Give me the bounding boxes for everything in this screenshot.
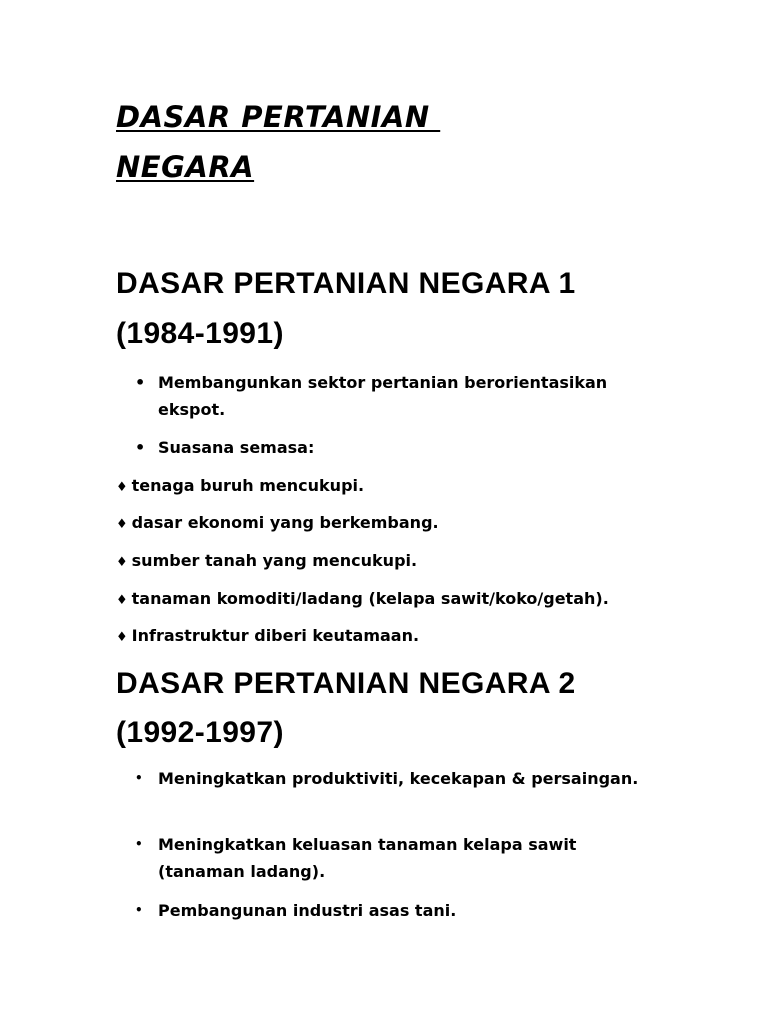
diamond-icon: ♦	[116, 517, 128, 532]
section-1-bullet-1-text: Membangunkan sektor pertanian berorientasikan ekspot.	[158, 373, 608, 419]
bullet-icon: •	[135, 373, 146, 392]
section-2-bullet-1-text: Meningkatkan produktiviti, kecekapan & persaingan.	[158, 769, 639, 788]
diamond-icon: ♦	[116, 480, 128, 495]
section-1-diamond-item-3-text: sumber tanah yang mencukupi.	[131, 551, 418, 570]
diamond-icon: ♦	[116, 593, 128, 608]
section-1-diamond-item-4	[116, 588, 609, 612]
bullet-icon: •	[135, 771, 143, 785]
section-1-diamond-item-2	[116, 512, 439, 536]
bullet-icon: •	[135, 903, 143, 917]
section-2-bullet-2	[135, 831, 655, 885]
document-title-line-2: NEGARA	[116, 150, 255, 184]
section-2-bullet-2-text: Meningkatkan keluasan tanaman kelapa sawit (tanaman ladang).	[158, 835, 577, 881]
diamond-icon: ♦	[116, 630, 128, 645]
section-2-heading-line-1: DASAR PERTANIAN NEGARA 2	[116, 667, 576, 700]
section-1-diamond-item-5	[116, 625, 419, 649]
diamond-icon: ♦	[116, 555, 128, 570]
section-1-diamond-item-1-text: tenaga buruh mencukupi.	[131, 476, 365, 495]
section-2-bullet-1	[135, 765, 655, 792]
section-1-heading-line-1: DASAR PERTANIAN NEGARA 1	[116, 267, 576, 300]
document-title-line-1: DASAR PERTANIAN	[116, 100, 441, 134]
section-1-heading-line-2: (1984-1991)	[116, 317, 284, 350]
section-1-diamond-item-3	[116, 550, 417, 574]
section-1-bullet-2-text: Suasana semasa:	[158, 438, 315, 457]
bullet-icon: •	[135, 438, 146, 457]
section-2-bullet-3	[135, 897, 655, 924]
section-1-diamond-item-1	[116, 475, 364, 499]
section-1-diamond-item-5-text: Infrastruktur diberi keutamaan.	[131, 626, 420, 645]
section-2-heading-line-2: (1992-1997)	[116, 716, 284, 749]
section-1-bullet-1	[135, 369, 655, 423]
section-1-diamond-item-4-text: tanaman komoditi/ladang (kelapa sawit/koko/getah).	[131, 589, 609, 608]
section-2-bullet-3-text: Pembangunan industri asas tani.	[158, 901, 457, 920]
bullet-icon: •	[135, 837, 143, 851]
section-1-bullet-2	[135, 434, 655, 461]
section-1-diamond-item-2-text: dasar ekonomi yang berkembang.	[131, 513, 439, 532]
